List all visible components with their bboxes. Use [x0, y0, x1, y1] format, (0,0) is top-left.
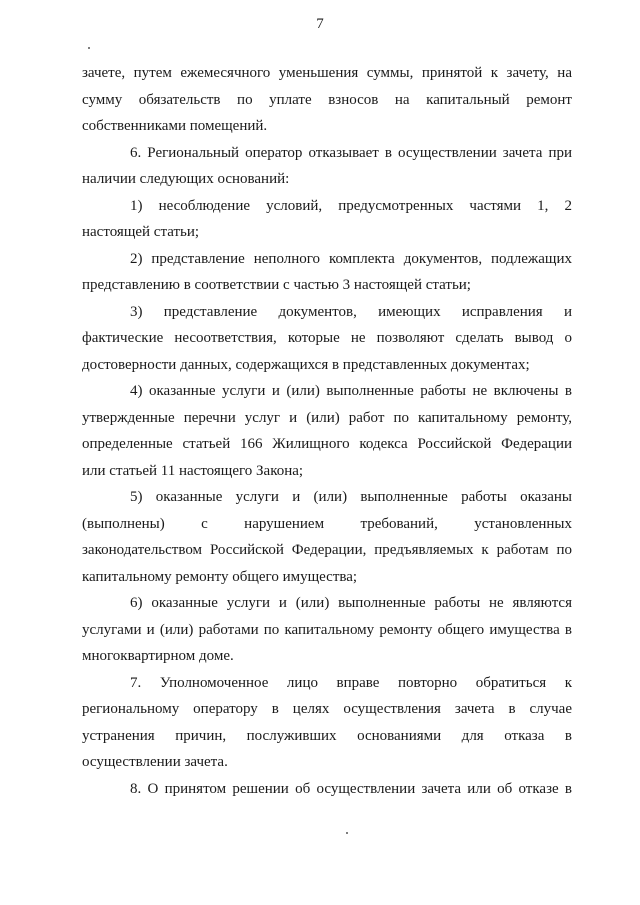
text-line: определенные статьей 166 Жилищного кодекса Российской Федерации	[82, 436, 572, 452]
paragraph-8	[82, 776, 572, 803]
text-line: 5) оказанные услуги и (или) выполненные работы оказаны	[130, 489, 572, 505]
text-line: региональному оператору в целях осуществления зачета в случае	[82, 701, 572, 717]
scan-speck	[346, 832, 348, 834]
paragraph-continuation	[82, 60, 572, 140]
text-line: многоквартирном доме.	[82, 648, 234, 664]
text-line: 2) представление неполного комплекта документов, подлежащих	[130, 250, 572, 267]
text-line: фактические несоответствия, которые не позволяют сделать вывод о	[82, 330, 572, 346]
text-line: осуществлении зачета.	[82, 754, 228, 770]
text-line: 8. О принятом решении об осуществлении зачета или об отказе в	[130, 780, 572, 797]
text-line: 6) оказанные услуги и (или) выполненные работы не являются	[130, 595, 572, 611]
text-line: 6. Региональный оператор отказывает в осуществлении зачета при	[130, 144, 572, 161]
scan-speck	[88, 47, 90, 49]
text-line: (выполнены) с нарушением требований, установленных	[82, 515, 572, 532]
paragraph-6-6	[82, 590, 572, 670]
paragraph-6-4	[82, 378, 572, 484]
text-line: капитальному ремонту общего имущества;	[82, 568, 358, 585]
text-line: 7. Уполномоченное лицо вправе повторно обратиться к	[130, 674, 572, 691]
text-line: 3) представление документов, имеющих исправления и	[130, 303, 572, 320]
text-line: законодательством Российской Федерации, предъявляемых к работам по	[82, 542, 572, 558]
document-body	[82, 60, 572, 802]
paragraph-7	[82, 670, 572, 776]
page-number: 7	[316, 16, 324, 32]
paragraph-6-2	[82, 246, 572, 299]
text-line: представлению в соответствии с частью 3 настоящей статьи;	[82, 277, 471, 293]
text-line: наличии следующих оснований:	[82, 171, 290, 187]
text-line: зачете, путем ежемесячного уменьшения суммы, принятой к зачету, на	[82, 65, 572, 81]
paragraph-6-3	[82, 299, 572, 379]
paragraph-6-1	[82, 193, 572, 246]
text-line: достоверности данных, содержащихся в представленных документах;	[82, 356, 530, 373]
paragraph-6	[82, 140, 572, 193]
text-line: 4) оказанные услуги и (или) выполненные работы не включены в	[130, 383, 572, 399]
text-line: утвержденные перечни услуг и (или) работ по капитальному ремонту,	[82, 409, 572, 426]
text-line: устранения причин, послуживших основаниями для отказа в	[82, 727, 572, 744]
text-line: 1) несоблюдение условий, предусмотренных частями 1, 2	[130, 197, 572, 214]
text-line: собственниками помещений.	[82, 118, 268, 134]
text-line: сумму обязательств по уплате взносов на капитальный ремонт	[82, 91, 572, 108]
text-line: настоящей статьи;	[82, 224, 200, 240]
text-line: или статьей 11 настоящего Закона;	[82, 462, 304, 479]
paragraph-6-5	[82, 484, 572, 590]
text-line: услугами и (или) работами по капитальному ремонту общего имущества в	[82, 621, 572, 638]
